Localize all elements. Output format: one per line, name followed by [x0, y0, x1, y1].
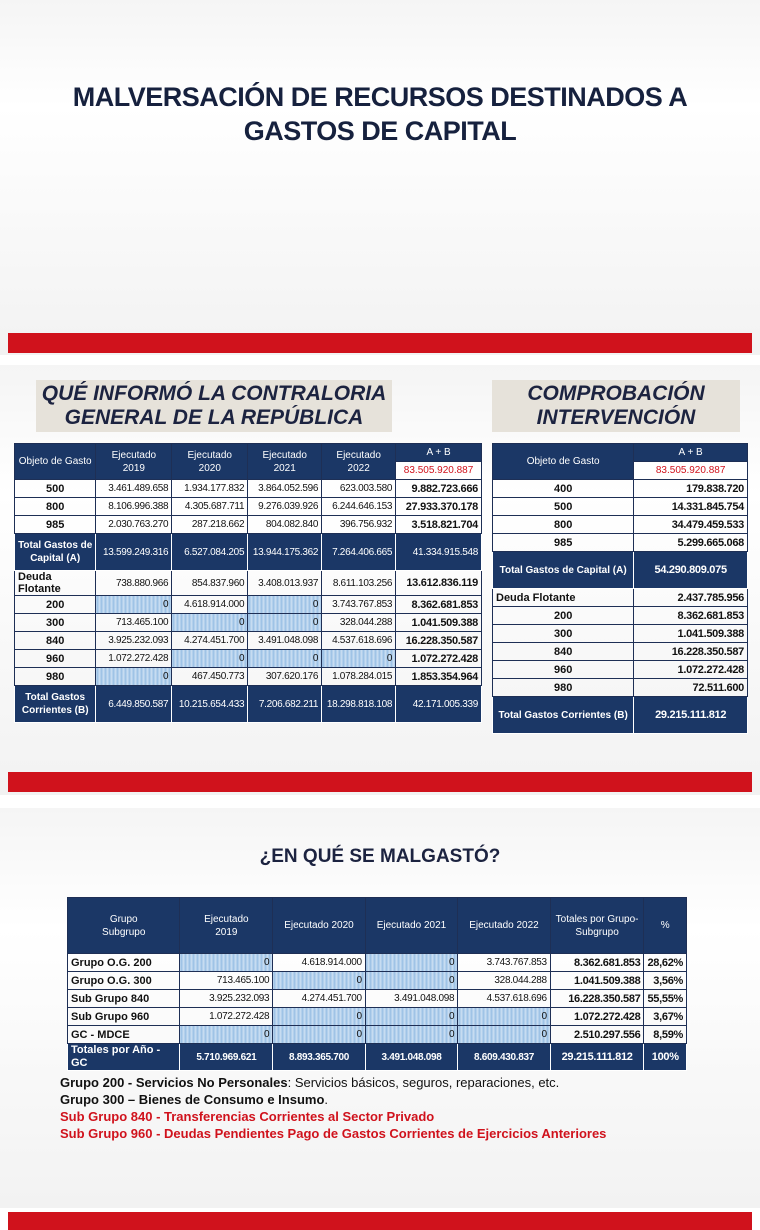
table-row — [68, 990, 687, 1008]
table-cell: 41.334.915.548 — [396, 534, 482, 571]
table-cell: 8,59% — [644, 1026, 687, 1044]
col-header-objeto: Objeto de Gasto — [15, 444, 96, 480]
table-cell: 3.491.048.098 — [248, 632, 322, 650]
table-cell: 14.331.845.754 — [634, 498, 748, 516]
table-cell: 1.072.272.428 — [180, 1008, 273, 1026]
table-cell: 0 — [248, 596, 322, 614]
note-grupo-300-desc: . — [324, 1092, 329, 1107]
table-row — [15, 480, 482, 498]
col-header-grupo: Grupo Subgrupo — [68, 898, 180, 954]
row-label: 960 — [493, 661, 634, 679]
table-cell: 1.072.272.428 — [396, 650, 482, 668]
table-cell: 3,67% — [644, 1008, 687, 1026]
table-cell: 27.933.370.178 — [396, 498, 482, 516]
col-header-percent: % — [644, 898, 687, 954]
col-header-2021: Ejecutado 2021 — [365, 898, 458, 954]
table-cell: 5.299.665.068 — [634, 534, 748, 552]
table-cell: 6.449.850.587 — [96, 686, 172, 723]
note-grupo-200-title: Grupo 200 - Servicios No Personales — [60, 1075, 288, 1090]
row-label: Total Gastos Corrientes (B) — [493, 697, 634, 734]
row-label: 200 — [15, 596, 96, 614]
table-cell: 18.298.818.108 — [322, 686, 396, 723]
ab-grand-total: 83.505.920.887 — [634, 462, 748, 480]
table-cell: 8.106.996.388 — [96, 498, 172, 516]
comprobacion-heading — [492, 380, 740, 432]
table-cell: 0 — [273, 1008, 366, 1026]
table-row — [493, 625, 748, 643]
row-label: 200 — [493, 607, 634, 625]
table-cell: 6.244.646.153 — [322, 498, 396, 516]
table-cell: 0 — [458, 1008, 551, 1026]
row-label: Sub Grupo 960 — [68, 1008, 180, 1026]
table-cell: 2.437.785.956 — [634, 589, 748, 607]
table-row — [15, 571, 482, 596]
row-label: Totales por Año - GC — [68, 1044, 180, 1071]
row-label: 980 — [493, 679, 634, 697]
table-cell: 9.276.039.926 — [248, 498, 322, 516]
contraloria-heading — [36, 380, 392, 432]
table-cell: 804.082.840 — [248, 516, 322, 534]
table-cell: 0 — [365, 954, 458, 972]
row-label: 840 — [493, 643, 634, 661]
table-row — [15, 650, 482, 668]
contraloria-table — [14, 443, 482, 723]
table-row — [15, 668, 482, 686]
table-cell: 4.618.914.000 — [172, 596, 248, 614]
note-grupo-300 — [60, 1091, 606, 1108]
table-row — [493, 697, 748, 734]
table-row — [15, 686, 482, 723]
table-cell: 28,62% — [644, 954, 687, 972]
table-row — [68, 972, 687, 990]
col-header-objeto: Objeto de Gasto — [493, 444, 634, 480]
table-cell: 16.228.350.587 — [550, 990, 644, 1008]
table-cell: 13.599.249.316 — [96, 534, 172, 571]
table-cell: 34.479.459.533 — [634, 516, 748, 534]
table-cell: 100% — [644, 1044, 687, 1071]
table-cell: 7.264.406.665 — [322, 534, 396, 571]
table-cell: 0 — [96, 596, 172, 614]
table-row — [493, 607, 748, 625]
table-cell: 5.710.969.621 — [180, 1044, 273, 1071]
row-label: Deuda Flotante — [493, 589, 634, 607]
table-cell: 623.003.580 — [322, 480, 396, 498]
table-cell: 0 — [458, 1026, 551, 1044]
contraloria-heading-line-2: GENERAL DE LA REPÚBLICA — [64, 406, 364, 429]
table-cell: 396.756.932 — [322, 516, 396, 534]
red-divider — [8, 1212, 752, 1230]
col-header-2019: Ejecutado 2019 — [180, 898, 273, 954]
row-label: 960 — [15, 650, 96, 668]
table-cell: 4.537.618.696 — [458, 990, 551, 1008]
row-label: Deuda Flotante — [15, 571, 96, 596]
table-cell: 1.041.509.388 — [396, 614, 482, 632]
table-cell: 1.041.509.388 — [550, 972, 644, 990]
col-header-2020: Ejecutado 2020 — [172, 444, 248, 480]
table-cell: 0 — [172, 650, 248, 668]
table-row — [68, 1044, 687, 1071]
table-cell: 8.609.430.837 — [458, 1044, 551, 1071]
table-cell: 713.465.100 — [180, 972, 273, 990]
comprobacion-heading-line-1: COMPROBACIÓN — [527, 382, 705, 405]
col-header-ab: A + B — [634, 444, 748, 462]
row-label: Grupo O.G. 200 — [68, 954, 180, 972]
col-header-ab: A + B — [396, 444, 482, 462]
table-cell: 0 — [180, 1026, 273, 1044]
title-line-2: GASTOS DE CAPITAL — [243, 116, 517, 146]
table-cell: 0 — [172, 614, 248, 632]
row-label: Sub Grupo 840 — [68, 990, 180, 1008]
table-cell: 3.461.489.658 — [96, 480, 172, 498]
col-header-2021: Ejecutado 2021 — [248, 444, 322, 480]
table-cell: 13.612.836.119 — [396, 571, 482, 596]
table-cell: 307.620.176 — [248, 668, 322, 686]
table-row — [15, 498, 482, 516]
page-title — [0, 80, 760, 148]
note-subgrupo-840: Sub Grupo 840 - Transferencias Corrientes al Sector Privado — [60, 1109, 435, 1124]
table-cell: 7.206.682.211 — [248, 686, 322, 723]
ab-grand-total: 83.505.920.887 — [396, 462, 482, 480]
table-cell: 467.450.773 — [172, 668, 248, 686]
title-line-1: MALVERSACIÓN DE RECURSOS DESTINADOS A — [72, 82, 688, 112]
table-row — [493, 534, 748, 552]
row-label: Total Gastos Corrientes (B) — [15, 686, 96, 723]
table-cell: 1.072.272.428 — [96, 650, 172, 668]
table-cell: 8.362.681.853 — [550, 954, 644, 972]
table-cell: 0 — [248, 650, 322, 668]
col-header-2022: Ejecutado 2022 — [458, 898, 551, 954]
table-cell: 713.465.100 — [96, 614, 172, 632]
table-cell: 0 — [322, 650, 396, 668]
table-cell: 1.072.272.428 — [634, 661, 748, 679]
table-cell: 13.944.175.362 — [248, 534, 322, 571]
table-cell: 9.882.723.666 — [396, 480, 482, 498]
row-label: 840 — [15, 632, 96, 650]
table-cell: 16.228.350.587 — [634, 643, 748, 661]
table-row — [493, 498, 748, 516]
table-cell: 1.853.354.964 — [396, 668, 482, 686]
row-label: 500 — [15, 480, 96, 498]
table-row — [493, 643, 748, 661]
table-cell: 3.518.821.704 — [396, 516, 482, 534]
table-row — [493, 552, 748, 589]
table-cell: 1.078.284.015 — [322, 668, 396, 686]
col-header-2020: Ejecutado 2020 — [273, 898, 366, 954]
malgasto-table — [67, 897, 687, 1071]
table-cell: 54.290.809.075 — [634, 552, 748, 589]
table-cell: 854.837.960 — [172, 571, 248, 596]
table-row — [493, 480, 748, 498]
note-grupo-300-title: Grupo 300 – Bienes de Consumo e Insumo — [60, 1092, 325, 1107]
table-cell: 287.218.662 — [172, 516, 248, 534]
table-row — [493, 589, 748, 607]
table-cell: 0 — [180, 954, 273, 972]
table-cell: 0 — [365, 972, 458, 990]
table-cell: 0 — [273, 972, 366, 990]
table-cell: 8.362.681.853 — [396, 596, 482, 614]
table-cell: 2.510.297.556 — [550, 1026, 644, 1044]
table-cell: 1.072.272.428 — [550, 1008, 644, 1026]
table-cell: 328.044.288 — [458, 972, 551, 990]
table-row — [493, 679, 748, 697]
table-cell: 55,55% — [644, 990, 687, 1008]
table-cell: 29.215.111.812 — [634, 697, 748, 734]
table-cell: 3.408.013.937 — [248, 571, 322, 596]
table-row — [15, 516, 482, 534]
table-cell: 4.305.687.711 — [172, 498, 248, 516]
table-cell: 738.880.966 — [96, 571, 172, 596]
table-cell: 8.362.681.853 — [634, 607, 748, 625]
row-label: Grupo O.G. 300 — [68, 972, 180, 990]
table-cell: 3.743.767.853 — [322, 596, 396, 614]
row-label: GC - MDCE — [68, 1026, 180, 1044]
row-label: 400 — [493, 480, 634, 498]
table-cell: 0 — [365, 1008, 458, 1026]
slide-title-background — [0, 0, 760, 355]
red-divider — [8, 772, 752, 792]
table-cell: 4.274.451.700 — [172, 632, 248, 650]
red-divider — [8, 333, 752, 353]
table-cell: 3,56% — [644, 972, 687, 990]
legend-notes — [60, 1074, 606, 1142]
table-cell: 8.893.365.700 — [273, 1044, 366, 1071]
table-cell: 0 — [273, 1026, 366, 1044]
table-cell: 29.215.111.812 — [550, 1044, 644, 1071]
table-cell: 72.511.600 — [634, 679, 748, 697]
table-row — [493, 516, 748, 534]
row-label: 980 — [15, 668, 96, 686]
table-cell: 0 — [365, 1026, 458, 1044]
table-cell: 3.743.767.853 — [458, 954, 551, 972]
col-header-2022: Ejecutado 2022 — [322, 444, 396, 480]
note-subgrupo-960: Sub Grupo 960 - Deudas Pendientes Pago de Gastos Corrientes de Ejercicios Anteriores — [60, 1126, 607, 1141]
note-grupo-200-desc: : Servicios básicos, seguros, reparaciones, etc. — [287, 1075, 560, 1090]
row-label: 985 — [15, 516, 96, 534]
row-label: Total Gastos de Capital (A) — [493, 552, 634, 589]
table-row — [15, 632, 482, 650]
table-row — [493, 661, 748, 679]
note-grupo-200 — [60, 1074, 606, 1091]
table-cell: 1.041.509.388 — [634, 625, 748, 643]
row-label: 500 — [493, 498, 634, 516]
row-label: 300 — [493, 625, 634, 643]
table-cell: 2.030.763.270 — [96, 516, 172, 534]
table-row — [15, 614, 482, 632]
table-cell: 0 — [248, 614, 322, 632]
table-cell: 3.491.048.098 — [365, 1044, 458, 1071]
table-cell: 3.864.052.596 — [248, 480, 322, 498]
row-label: 800 — [15, 498, 96, 516]
table-cell: 179.838.720 — [634, 480, 748, 498]
col-header-totales: Totales por Grupo-Subgrupo — [550, 898, 644, 954]
row-label: 985 — [493, 534, 634, 552]
table-row — [68, 1008, 687, 1026]
malgasto-heading: ¿EN QUÉ SE MALGASTÓ? — [259, 846, 501, 867]
row-label: 800 — [493, 516, 634, 534]
table-cell: 0 — [96, 668, 172, 686]
table-cell: 3.925.232.093 — [180, 990, 273, 1008]
table-cell: 4.537.618.696 — [322, 632, 396, 650]
table-cell: 16.228.350.587 — [396, 632, 482, 650]
comprobacion-heading-line-2: INTERVENCIÓN — [536, 406, 696, 429]
col-header-2019: Ejecutado 2019 — [96, 444, 172, 480]
table-cell: 42.171.005.339 — [396, 686, 482, 723]
table-cell: 6.527.084.205 — [172, 534, 248, 571]
table-cell: 328.044.288 — [322, 614, 396, 632]
table-cell: 4.618.914.000 — [273, 954, 366, 972]
contraloria-heading-line-1: QUÉ INFORMÓ LA CONTRALORIA — [41, 382, 387, 405]
row-label: 300 — [15, 614, 96, 632]
table-cell: 8.611.103.256 — [322, 571, 396, 596]
table-cell: 1.934.177.832 — [172, 480, 248, 498]
row-label: Total Gastos de Capital (A) — [15, 534, 96, 571]
table-cell: 3.925.232.093 — [96, 632, 172, 650]
table-cell: 3.491.048.098 — [365, 990, 458, 1008]
table-cell: 10.215.654.433 — [172, 686, 248, 723]
table-row — [15, 534, 482, 571]
table-row — [68, 1026, 687, 1044]
table-row — [68, 954, 687, 972]
table-cell: 4.274.451.700 — [273, 990, 366, 1008]
table-row — [15, 596, 482, 614]
comprobacion-table — [492, 443, 748, 734]
